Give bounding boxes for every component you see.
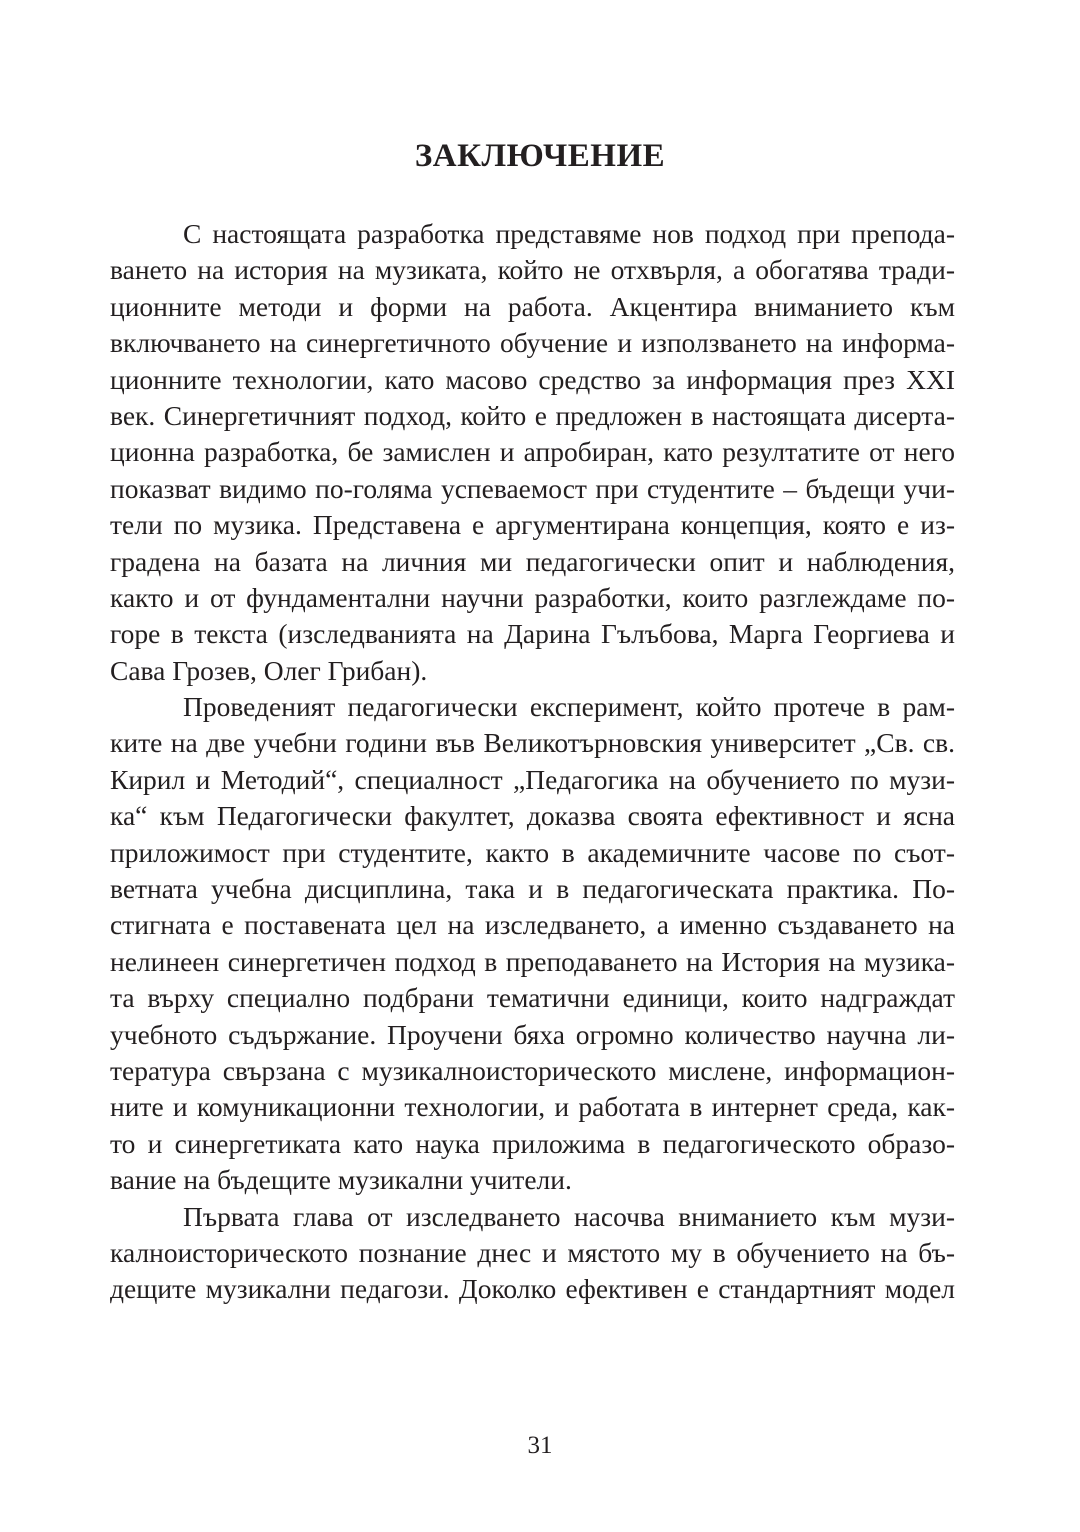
- text-line: тели по музика. Представена е аргументирана концепция, която е из-: [110, 509, 955, 541]
- text-line: вание на бъдещите музикални учители.: [110, 1164, 572, 1196]
- paragraph-2: [110, 689, 955, 1198]
- text-line: ките на две учебни години във Великотърновския университет „Св. св.: [110, 727, 955, 759]
- text-line: учебното съдържание. Проучени бяха огромно количество научна ли-: [110, 1018, 955, 1050]
- text-line: Първата глава от изследването насочва вниманието към музи-: [183, 1200, 955, 1232]
- page-number: 31: [527, 1432, 553, 1459]
- text-line: ването на история на музиката, който не отхвърля, а обогатява тради-: [110, 254, 955, 286]
- text-line: Кирил и Методий“, специалност „Педагогика на обучението по музи-: [110, 763, 955, 795]
- text-line: приложимост при студентите, както в академичните часове по съот-: [110, 836, 955, 868]
- paragraph-1: [110, 216, 955, 689]
- text-line: Проведеният педагогически експеримент, който протече в рам-: [183, 691, 955, 723]
- text-line: ционните методи и форми на работа. Акцентира вниманието към: [110, 290, 955, 322]
- text-line: ционна разработка, бе замислен и апробиран, като резултатите от него: [110, 436, 955, 468]
- text-line: нелинеен синергетичен подход в преподаването на История на музика-: [110, 945, 955, 977]
- text-line: ка“ към Педагогически факултет, доказва своята ефективност и ясна: [110, 800, 955, 832]
- text-line: стигната е поставената цел на изследването, а именно създаването на: [110, 909, 955, 941]
- paragraph-3: [110, 1199, 955, 1308]
- text-line: ветната учебна дисциплина, така и в педагогическата практика. По-: [110, 873, 955, 905]
- page-title: ЗАКЛЮЧЕНИЕ: [414, 138, 666, 174]
- text-line: показват видимо по-голяма успеваемост при студентите – бъдещи учи-: [110, 472, 955, 504]
- text-line: горе в текста (изследванията на Дарина Гълъбова, Марга Георгиева и: [110, 618, 955, 650]
- text-line: век. Синергетичният подход, който е предложен в настоящата дисерта-: [110, 399, 955, 431]
- text-line: ционните технологии, като масово средство за информация през XXI: [110, 363, 955, 395]
- text-line: то и синергетиката като наука приложима в педагогическото образо-: [110, 1127, 955, 1159]
- text-line: тература свързана с музикалноисторическото мислене, информацион-: [110, 1054, 955, 1086]
- text-line: градена на базата на личния ми педагогически опит и наблюдения,: [110, 545, 955, 577]
- text-line: дещите музикални педагози. Доколко ефективен е стандартният модел: [110, 1273, 955, 1305]
- text-line: ните и комуникационни технологии, и работата в интернет среда, как-: [110, 1091, 955, 1123]
- text-line: както и от фундаментални научни разработки, които разглеждаме по-: [110, 581, 955, 613]
- body-text: [110, 216, 955, 1308]
- text-line: та върху специално подбрани тематични единици, които надграждат: [110, 982, 955, 1014]
- text-line: включването на синергетичното обучение и използването на информа-: [110, 327, 955, 359]
- text-line: Сава Грозев, Олег Грибан).: [110, 654, 428, 686]
- text-line: калноисторическото познание днес и мястото му в обучението на бъ-: [110, 1236, 955, 1268]
- text-line: С настоящата разработка представяме нов подход при препода-: [183, 218, 955, 249]
